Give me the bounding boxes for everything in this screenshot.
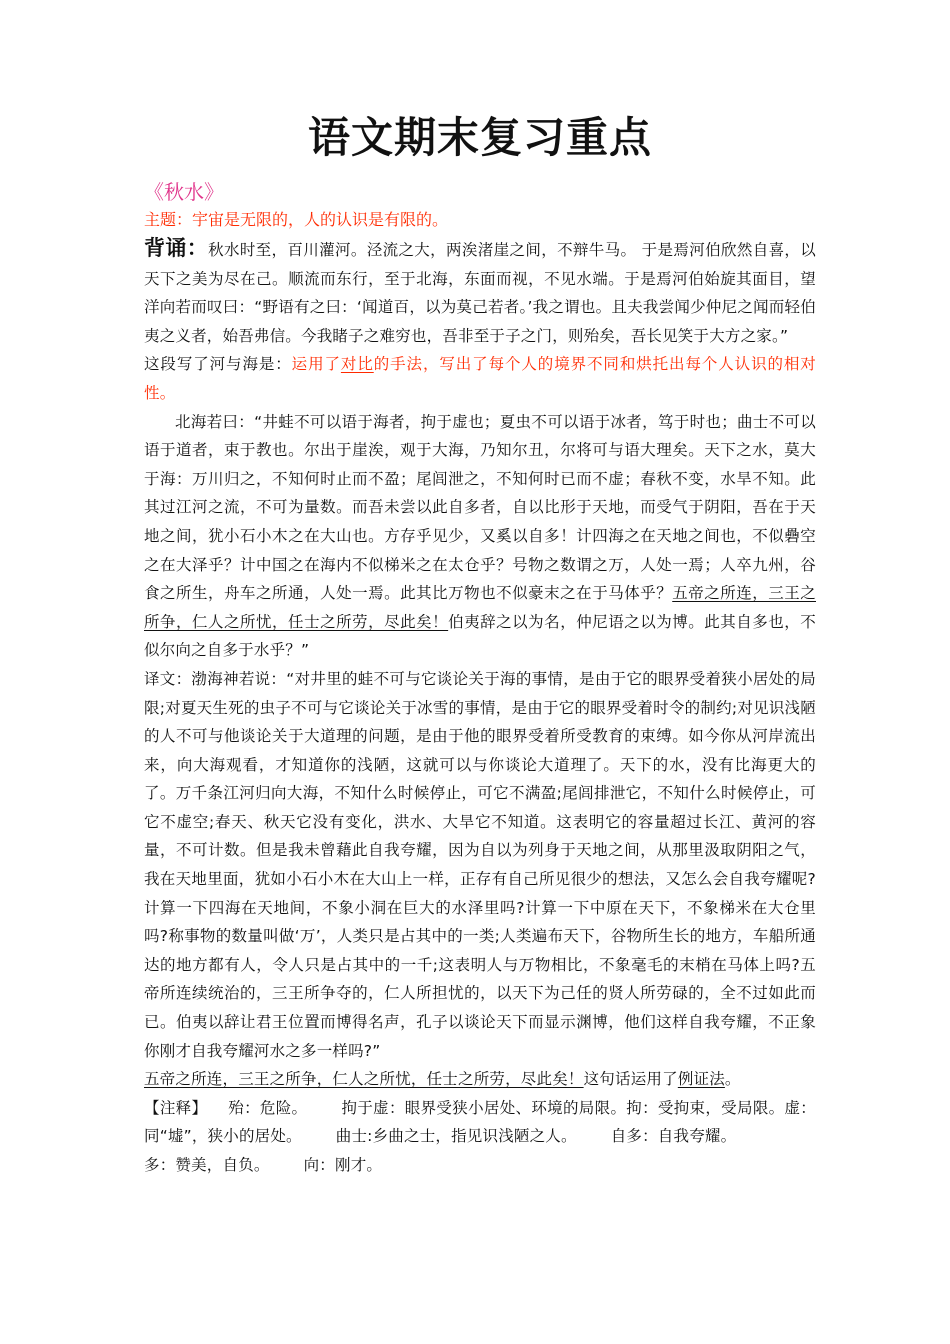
analysis-paragraph bbox=[144, 350, 816, 407]
example-term: 例证法 bbox=[677, 1070, 725, 1089]
recite-text: 秋水时至，百川灌河。泾流之大，两涘渚崖之间，不辩牛马。 于是焉河伯欣然自喜，以天下之美为尽在己。顺流而东行，至于北海，东面而视，不见水端。于是焉河伯始旋其面目，望洋向若而叹曰：“野语有之曰：‘闻道百，以为莫己若者。’我之谓也。且夫我尝闻少仲尼之闻而轻伯夷之义者，始吾弗信。今我睹子之难穷也，吾非至于子之门，则殆矣，吾长见笑于大方之家。” bbox=[144, 241, 816, 345]
analysis-prefix: 这段写了河与海是： bbox=[144, 355, 292, 374]
note-item: 虚：同“墟”，狭小的居处。 bbox=[144, 1098, 816, 1146]
note-item: 拘于虚：眼界受狭小居处、环境的局限。拘：受拘束，受局限。 bbox=[341, 1098, 785, 1117]
passage2-paragraph bbox=[144, 408, 816, 665]
passage2-tail: 伯夷辞之以为名，仲尼语之以为博。此其自多也，不似尔向之自多于水乎？” bbox=[144, 612, 816, 660]
notes-label: 【注释】 bbox=[144, 1098, 208, 1117]
note-item: 多：赞美，自负。 bbox=[144, 1156, 270, 1174]
example-underlined: 五帝之所连，三王之所争，仁人之所忧，任士之所劳，尽此矣！ bbox=[144, 1070, 584, 1089]
notes-paragraph bbox=[144, 1094, 816, 1180]
document-page bbox=[144, 110, 816, 1180]
section-name: 《秋水》 bbox=[144, 180, 224, 204]
recite-label: 背诵： bbox=[144, 236, 209, 260]
example-end: 。 bbox=[724, 1070, 741, 1089]
passage2-text: 北海若曰：“井蛙不可以语于海者，拘于虚也；夏虫不可以语于冰者，笃于时也；曲士不可以语于道者，束于教也。尔出于崖涘，观于大海，乃知尔丑，尔将可与语大理矣。天下之水，莫大于海：万川归之，不知何时止而不盈；尾闾泄之，不知何时已而不虚；春秋不变，水旱不知。此其过江河之流，不可为量数。而吾未尝以此自多者，自以比形于天地，而受气于阴阳，吾在于天地之间，犹小石小木之在大山也。方存乎见少，又奚以自多！计四海之在天地之间也，不似礨空之在大泽乎？计中国之在海内不似梯米之在太仓乎？号物之数谓之万，人处一焉；人卒九州，谷食之所生，舟车之所通，人处一焉。此其比万物也不似豪末之在于马体乎？ bbox=[144, 412, 816, 603]
analysis-pre: 运用了 bbox=[291, 355, 341, 374]
note-item: 自多：自我夸耀。 bbox=[610, 1127, 737, 1146]
note-item: 殆：危险。 bbox=[228, 1098, 308, 1117]
translation-paragraph: 译文：渤海神若说：“对井里的蛙不可与它谈论关于海的事情，是由于它的眼界受着狭小居处的局限;对夏天生死的虫子不可与它谈论关于冰雪的事情，是由于它的眼界受着时令的制约;对见识浅陋的人不可与他谈论关于大道理的问题，是由于他的眼界受着所受教育的束缚。如今你从河岸流出来，向大海观看，才知道你的浅陋，这就可以与你谈论大道理了。天下的水，没有比海更大的了。万千条江河归向大海，不知什么时候停止，可它不满盈;尾闾排泄它，不知什么时候停止，可它不虚空;春天、秋天它没有变化，洪水、大旱它不知道。这表明它的容量超过长江、黄河的容量，不可计数。但是我未曾藉此自我夸耀，因为自以为列身于天地之间，从那里汲取阴阳之气，我在天地里面，犹如小石小木在大山上一样，正存有自己所见很少的想法，又怎么会自我夸耀呢?计算一下四海在天地间，不象小洞在巨大的水泽里吗?计算一下中原在天下，不象梯米在大仓里吗?称事物的数量叫做‘万’，人类只是占其中的一类;人类遍布天下，谷物所生长的地方，车船所通达的地方都有人，令人只是占其中的一千;这表明人与万物相比，不象毫毛的末梢在马体上吗?五帝所连续统治的，三王所争夺的，仁人所担忧的，以天下为己任的贤人所劳碌的，全不过如此而已。伯夷以辞让君王位置而博得名声，孔子以谈论天下而显示渊博，他们这样自我夸耀，不正象你刚才自我夸耀河水之多一样吗?” bbox=[144, 669, 816, 1060]
document-title: 语文期末复习重点 bbox=[307, 113, 652, 162]
analysis-post: 的手法，写出了每个人的境界不同和烘托出每个人认识的相对性。 bbox=[144, 355, 817, 402]
note-item: 向：刚才。 bbox=[303, 1156, 383, 1174]
analysis-term: 对比 bbox=[340, 355, 374, 374]
example-middle: 这句话运用了 bbox=[583, 1070, 678, 1089]
recite-paragraph bbox=[144, 234, 816, 350]
passage2-underlined: 五帝之所连，三王之所争，仁人之所忧，任士之所劳，尽此矣！ bbox=[144, 584, 816, 631]
theme-line: 主题：宇宙是无限的，人的认识是有限的。 bbox=[144, 210, 449, 229]
note-item: 曲士:乡曲之士，指见识浅陋之人。 bbox=[335, 1127, 577, 1146]
example-note-paragraph bbox=[144, 1065, 816, 1094]
